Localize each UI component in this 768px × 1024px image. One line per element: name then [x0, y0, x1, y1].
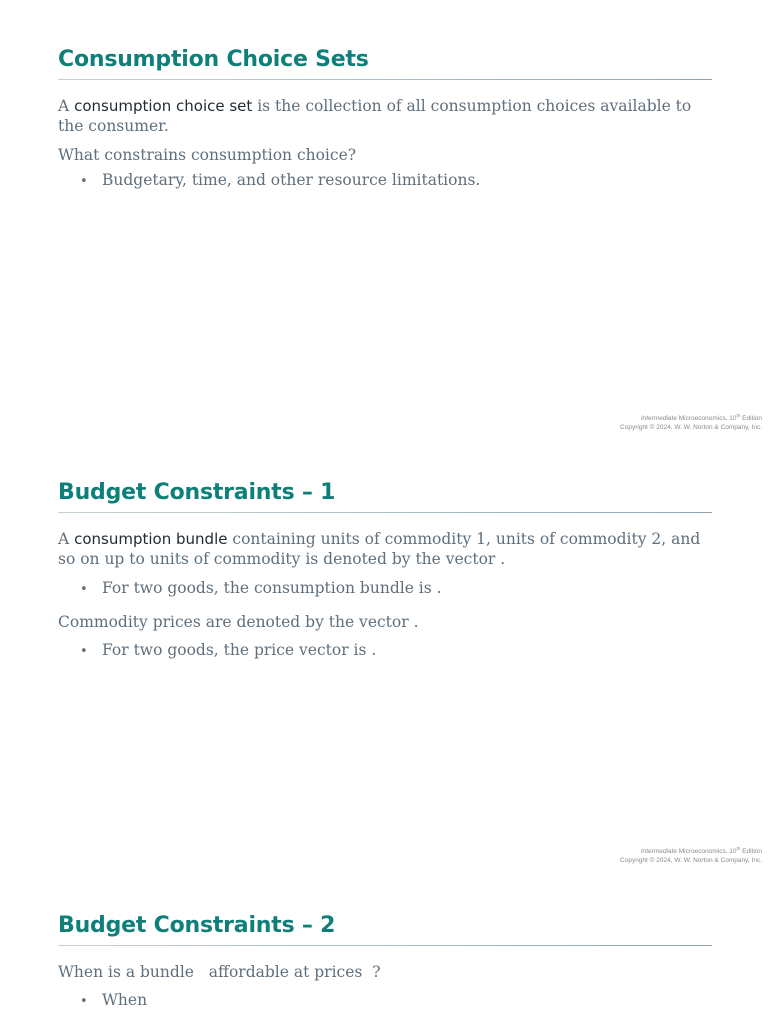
footer-copyright: Copyright © 2024, W. W. Norton & Company, Inc.: [620, 857, 762, 865]
paragraph-text: A: [58, 97, 75, 115]
bullet-text: Budgetary, time, and other resource limitations.: [102, 171, 481, 189]
footer-copyright: Copyright © 2024, W. W. Norton & Company, Inc.: [620, 424, 762, 432]
footer-book-line: [620, 844, 762, 856]
bullet-icon: •: [80, 994, 88, 1009]
paragraph: Commodity prices are denoted by the vector .: [58, 613, 419, 631]
title-divider: [58, 79, 712, 80]
paragraph-text: is the collection of all consumption choices available to the consumer.: [58, 97, 692, 135]
bullet-item: [80, 990, 700, 1012]
paragraph: [58, 529, 708, 569]
paragraph: When is a bundle affordable at prices ?: [58, 963, 381, 981]
bullet-text: For two goods, the price vector is .: [102, 641, 377, 659]
slide-title: Budget Constraints – 1: [58, 480, 336, 505]
footer-edition-sup: th: [736, 846, 741, 851]
footer-edition: Edition: [740, 415, 762, 423]
bullet-item: [80, 170, 700, 192]
slide-title: Consumption Choice Sets: [58, 47, 369, 72]
key-term: consumption bundle: [74, 530, 228, 548]
title-divider: [58, 945, 712, 946]
footer-book-title: Intermediate: [640, 415, 677, 423]
bullet-item: [80, 578, 700, 600]
key-term: consumption choice set: [74, 97, 253, 115]
title-divider: [58, 512, 712, 513]
bullet-icon: •: [80, 644, 88, 659]
paragraph-text: A: [58, 530, 75, 548]
footer-book-line: [620, 411, 762, 423]
bullet-text: For two goods, the consumption bundle is .: [102, 579, 442, 597]
slide-title: Budget Constraints – 2: [58, 913, 336, 938]
bullet-text: When: [102, 991, 148, 1009]
slide-footer: [620, 844, 762, 865]
paragraph: [58, 96, 708, 136]
footer-edition-sup: th: [736, 413, 741, 418]
bullet-icon: •: [80, 174, 88, 189]
footer-book-rest: Microeconomics, 10: [676, 415, 737, 423]
footer-edition: Edition: [740, 848, 762, 856]
bullet-icon: •: [80, 582, 88, 597]
bullet-item: [80, 640, 700, 662]
paragraph: What constrains consumption choice?: [58, 146, 357, 164]
footer-book-rest: Microeconomics, 10: [676, 848, 737, 856]
footer-book-title: Intermediate: [640, 848, 677, 856]
slide-footer: [620, 411, 762, 432]
paragraph-text: containing units of commodity 1, units of commodity 2, and so on up to units of commodity is denoted by the vector .: [58, 530, 701, 568]
